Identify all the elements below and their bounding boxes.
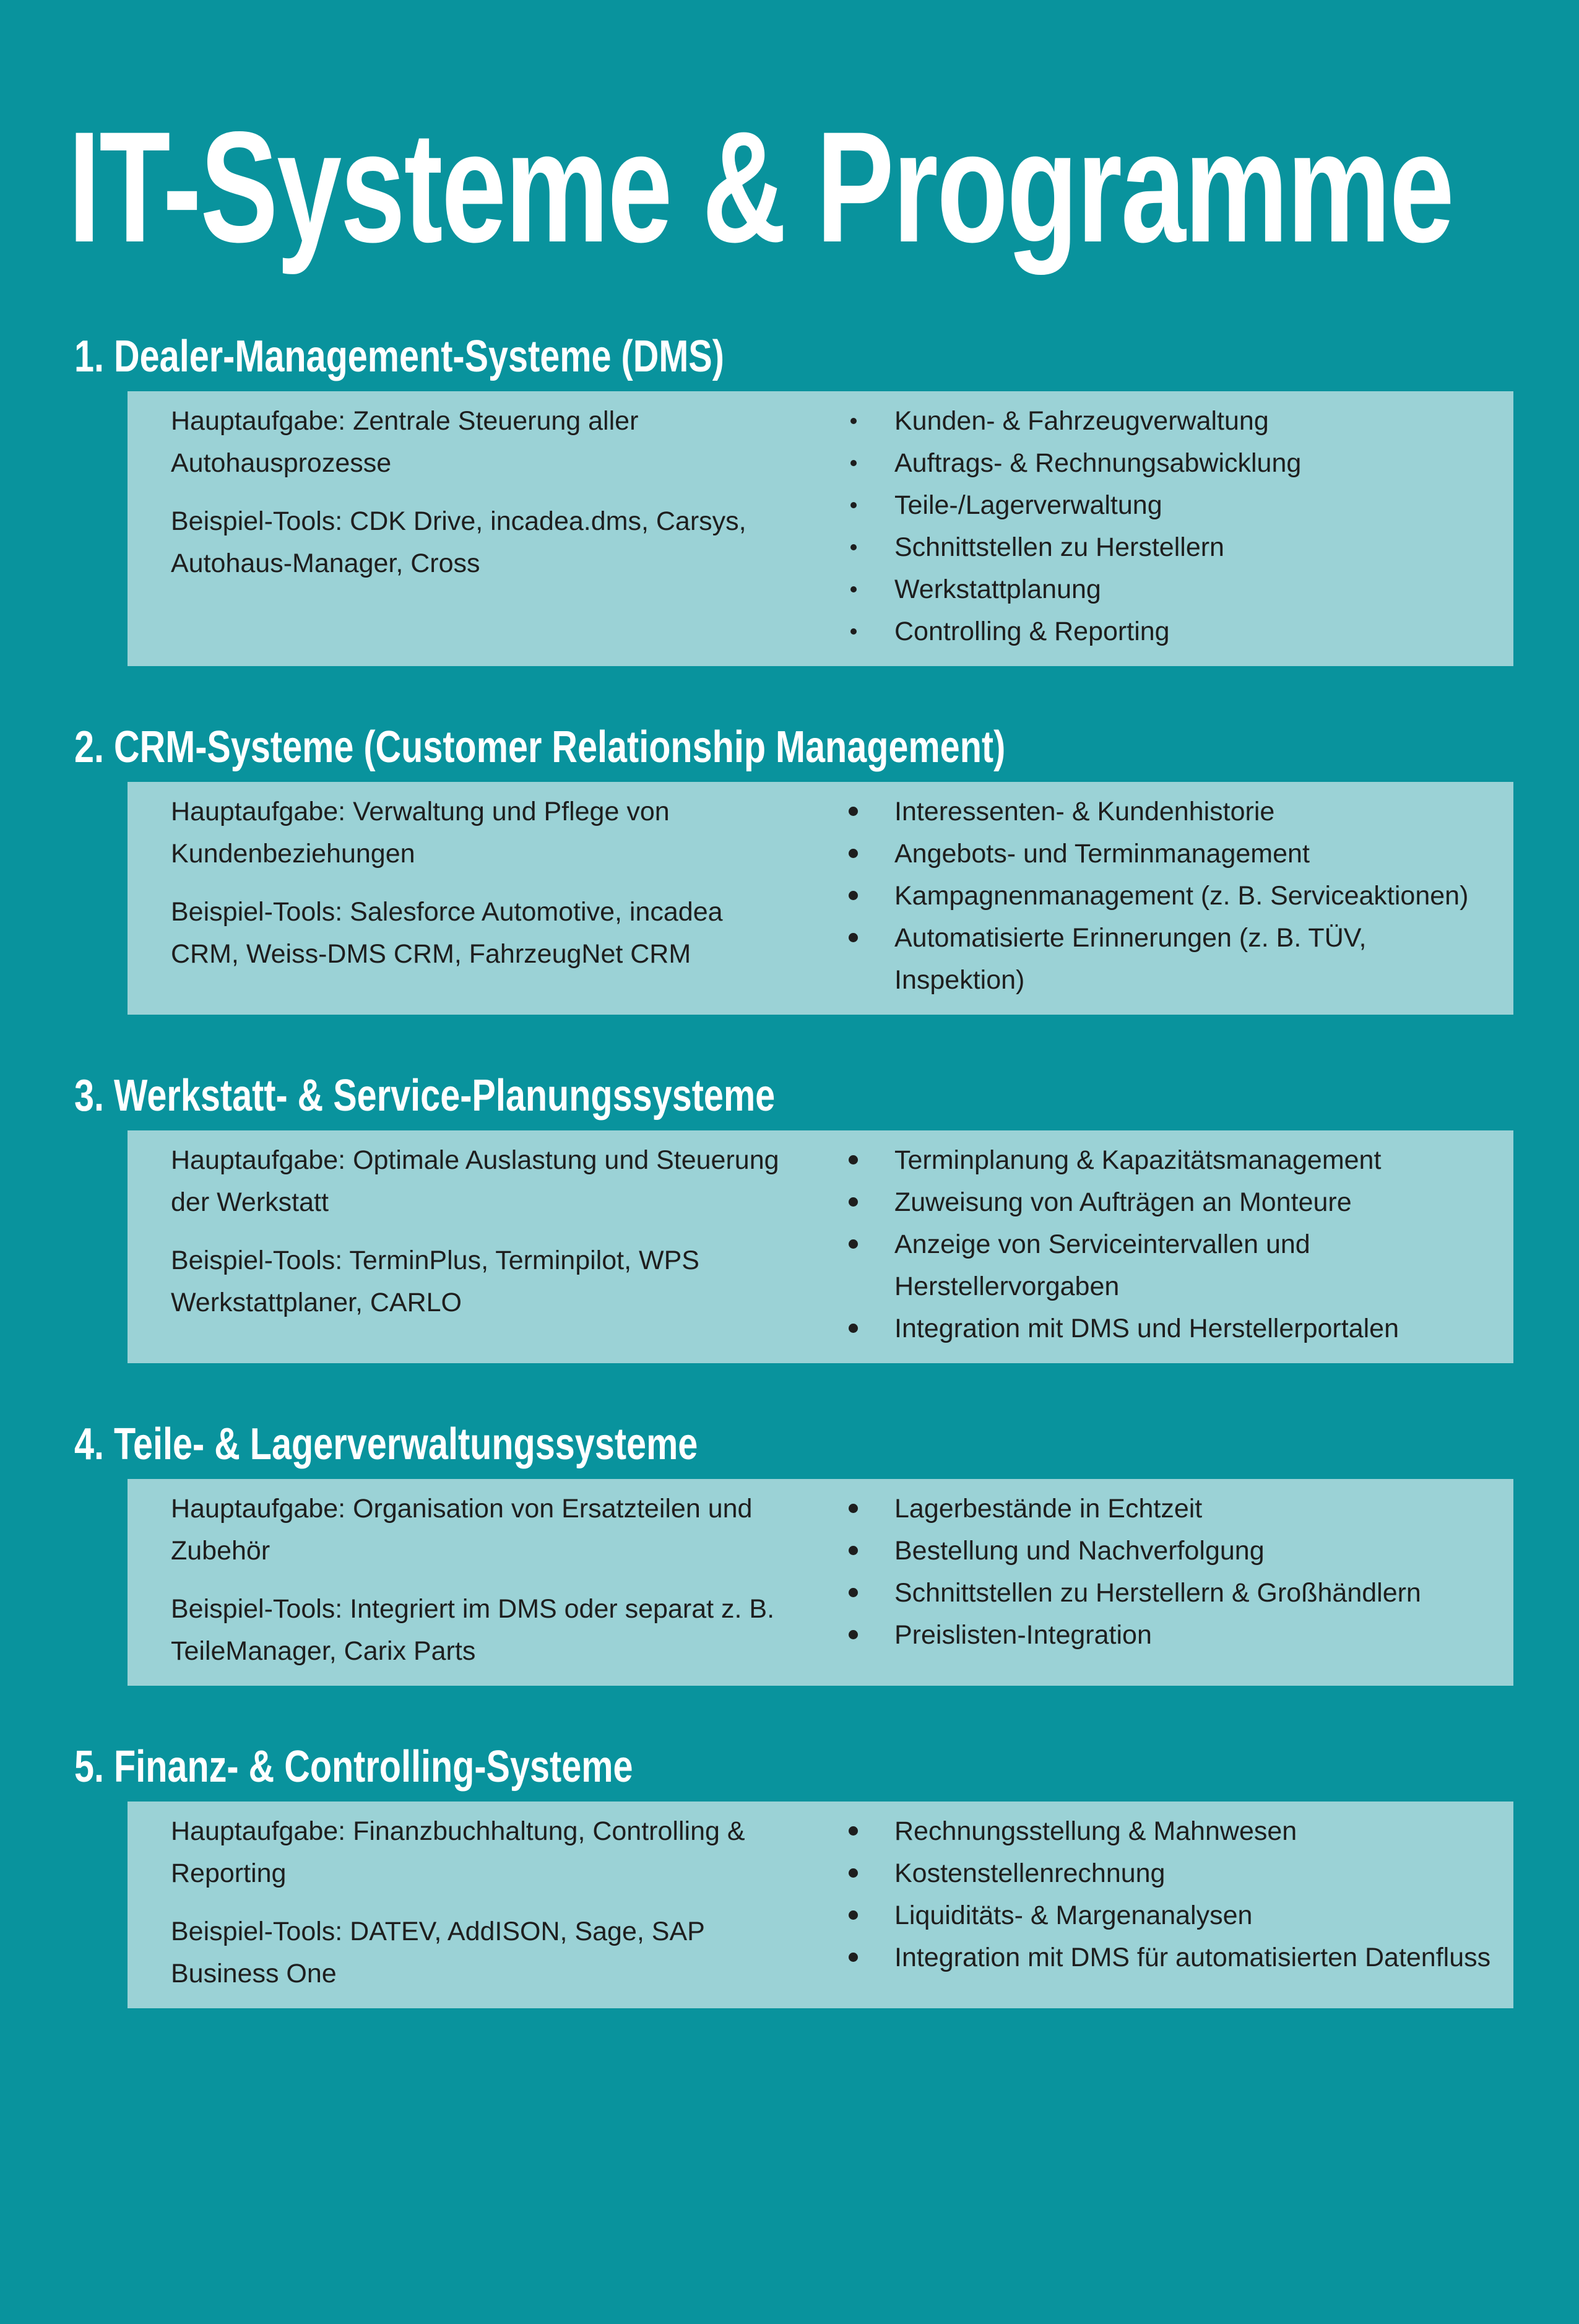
section-finanz-heading: 5. Finanz- & Controlling-Systeme <box>74 1742 633 1792</box>
section-teile-left-column <box>171 1488 793 1672</box>
section-dms-heading: 1. Dealer-Management-Systeme (DMS) <box>74 332 724 381</box>
section-teile <box>68 1422 1511 1686</box>
beispiel-tools-text: Beispiel-Tools: DATEV, AddISON, Sage, SAP Business One <box>171 1917 705 1988</box>
beispiel-tools-text: Beispiel-Tools: Salesforce Automotive, incadea CRM, Weiss-DMS CRM, FahrzeugNet CRM <box>171 897 723 969</box>
hauptaufgabe-text: Hauptaufgabe: Zentrale Steuerung aller Autohausprozesse <box>171 406 639 478</box>
section-werkstatt <box>68 1073 1511 1363</box>
section-teile-card <box>128 1479 1513 1686</box>
section-teile-heading: 4. Teile- & Lagerverwaltungssysteme <box>74 1420 698 1469</box>
page-title-text: IT-Systeme & Programme <box>68 99 1453 275</box>
section-finanz-left-column <box>171 1810 793 1995</box>
bullet-item: Zuweisung von Aufträgen an Monteure <box>842 1181 1492 1223</box>
bullet-item: Interessenten- & Kundenhistorie <box>842 791 1492 833</box>
section-crm-left-column <box>171 791 793 1001</box>
bullet-item: Liquiditäts- & Margenanalysen <box>842 1894 1492 1936</box>
beispiel-tools-text: Beispiel-Tools: Integriert im DMS oder separat z. B. TeileManager, Carix Parts <box>171 1594 775 1666</box>
hauptaufgabe-text: Hauptaufgabe: Organisation von Ersatzteilen und Zubehör <box>171 1494 753 1566</box>
section-teile-bullet-list <box>842 1488 1492 1672</box>
bullet-item: Controlling & Reporting <box>842 610 1492 653</box>
bullet-item: Terminplanung & Kapazitätsmanagement <box>842 1139 1492 1181</box>
section-finanz <box>68 1742 1511 2008</box>
bullet-item: Schnittstellen zu Herstellern <box>842 526 1492 568</box>
bullet-item: Anzeige von Serviceintervallen und Herstellervorgaben <box>842 1223 1492 1307</box>
bullet-item: Preislisten-Integration <box>842 1614 1492 1656</box>
section-dms-bullet-list <box>842 400 1492 653</box>
hauptaufgabe-text: Hauptaufgabe: Optimale Auslastung und Steuerung der Werkstatt <box>171 1145 779 1217</box>
section-werkstatt-card <box>128 1130 1513 1363</box>
section-crm-heading: 2. CRM-Systeme (Customer Relationship Management) <box>74 722 1006 772</box>
bullet-item: Integration mit DMS und Herstellerportalen <box>842 1307 1492 1350</box>
section-dms <box>68 334 1511 666</box>
section-werkstatt-left-column <box>171 1139 793 1350</box>
poster-page <box>0 99 1579 2324</box>
bullet-item: Integration mit DMS für automatisierten Datenfluss <box>842 1936 1492 1979</box>
bullet-item: Kostenstellenrechnung <box>842 1852 1492 1894</box>
beispiel-tools-text: Beispiel-Tools: CDK Drive, incadea.dms, Carsys, Autohaus-Manager, Cross <box>171 506 746 578</box>
bullet-item: Kampagnenmanagement (z. B. Serviceaktionen) <box>842 875 1492 917</box>
section-crm-bullet-list <box>842 791 1492 1001</box>
section-werkstatt-heading: 3. Werkstatt- & Service-Planungssysteme <box>74 1071 776 1121</box>
section-finanz-bullet-list <box>842 1810 1492 1995</box>
bullet-item: Schnittstellen zu Herstellern & Großhändlern <box>842 1572 1492 1614</box>
bullet-item: Teile-/Lagerverwaltung <box>842 484 1492 526</box>
section-werkstatt-bullet-list <box>842 1139 1492 1350</box>
bullet-item: Lagerbestände in Echtzeit <box>842 1488 1492 1530</box>
bullet-item: Bestellung und Nachverfolgung <box>842 1530 1492 1572</box>
section-dms-card <box>128 391 1513 666</box>
bullet-item: Werkstattplanung <box>842 568 1492 610</box>
hauptaufgabe-text: Hauptaufgabe: Finanzbuchhaltung, Controlling & Reporting <box>171 1816 745 1888</box>
bullet-item: Auftrags- & Rechnungsabwicklung <box>842 442 1492 484</box>
bullet-item: Automatisierte Erinnerungen (z. B. TÜV, Inspektion) <box>842 917 1492 1001</box>
beispiel-tools-text: Beispiel-Tools: TerminPlus, Terminpilot, WPS Werkstattplaner, CARLO <box>171 1246 699 1317</box>
section-crm-card <box>128 782 1513 1015</box>
bullet-item: Rechnungsstellung & Mahnwesen <box>842 1810 1492 1852</box>
section-finanz-card <box>128 1802 1513 2008</box>
hauptaufgabe-text: Hauptaufgabe: Verwaltung und Pflege von Kundenbeziehungen <box>171 797 670 869</box>
section-crm <box>68 722 1511 1015</box>
page-title <box>68 99 1511 275</box>
bullet-item: Angebots- und Terminmanagement <box>842 833 1492 875</box>
section-dms-left-column <box>171 400 793 653</box>
bullet-item: Kunden- & Fahrzeugverwaltung <box>842 400 1492 442</box>
